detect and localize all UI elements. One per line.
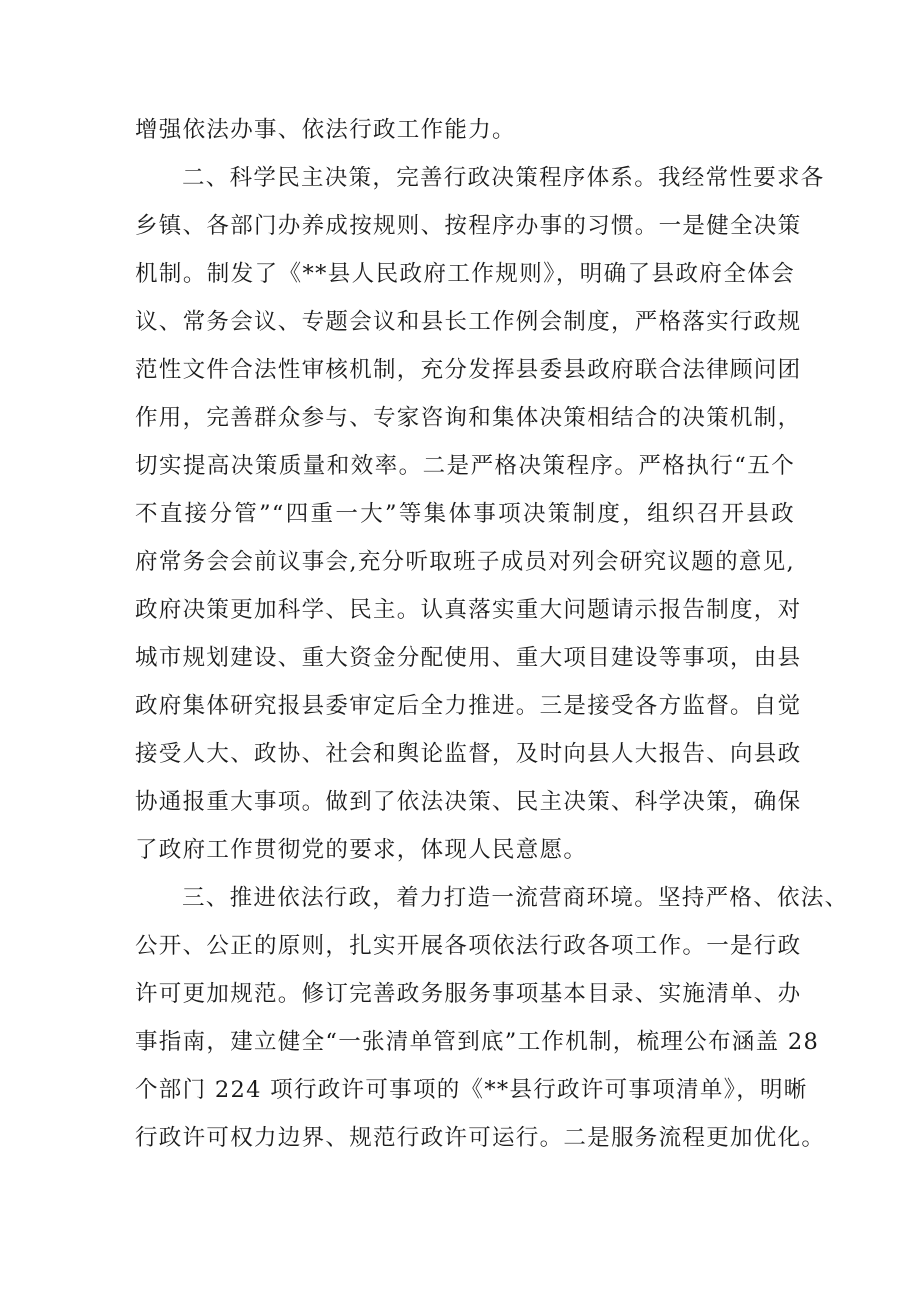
paragraph-2-line-9: 府常务会会前议事会,充分听取班子成员对列会研究议题的意见, (135, 549, 795, 575)
paragraph-1 (135, 106, 795, 154)
paragraph-3-line-3: 许可更加规范。修订完善政务服务事项基本目录、实施清单、办 (135, 981, 802, 1007)
paragraph-2-line-7: 切实提高决策质量和效率。二是严格决策程序。严格执行“五个 (135, 453, 795, 479)
paragraph-3-line-2: 公开、公正的原则，扎实开展各项依法行政各项工作。一是行政 (135, 933, 802, 959)
paragraph-3-line-6: 行政许可权力边界、规范行政许可运行。二是服务流程更加优化。 (135, 1125, 826, 1151)
paragraph-2-line-3: 机制。制发了《**县人民政府工作规则》，明确了县政府全体会 (135, 261, 795, 287)
paragraph-2 (135, 154, 825, 874)
paragraph-2-line-12: 政府集体研究报县委审定后全力推进。三是接受各方监督。自觉 (135, 693, 802, 719)
paragraph-1-line-1: 增强依法办事、依法行政工作能力。 (135, 117, 516, 143)
paragraph-2-line-1: 二、科学民主决策，完善行政决策程序体系。我经常性要求各 (182, 165, 825, 191)
paragraph-2-line-2: 乡镇、各部门办养成按规则、按程序办事的习惯。一是健全决策 (135, 213, 802, 239)
paragraph-2-line-14: 协通报重大事项。做到了依法决策、民主决策、科学决策，确保 (135, 789, 802, 815)
paragraph-3-line-4: 事指南，建立健全“一张清单管到底”工作机制，梳理公布涵盖 28 (135, 1029, 820, 1055)
paragraph-2-line-15: 了政府工作贯彻党的要求，体现人民意愿。 (135, 837, 588, 863)
paragraph-2-line-4: 议、常务会议、专题会议和县长工作例会制度，严格落实行政规 (135, 309, 802, 335)
paragraph-2-line-6: 作用，完善群众参与、专家咨询和集体决策相结合的决策机制， (135, 405, 802, 431)
paragraph-3-line-1: 三、推进依法行政，着力打造一流营商环境。坚持严格、依法、 (182, 885, 849, 911)
paragraph-2-line-11: 城市规划建设、重大资金分配使用、重大项目建设等事项，由县 (135, 645, 802, 671)
paragraph-2-line-13: 接受人大、政协、社会和舆论监督，及时向县人大报告、向县政 (135, 741, 802, 767)
paragraph-2-line-8: 不直接分管”“四重一大”等集体事项决策制度，组织召开县政 (135, 501, 795, 527)
paragraph-3-line-5: 个部门 224 项行政许可事项的《**县行政许可事项清单》，明晰 (135, 1077, 808, 1103)
paragraph-3 (135, 874, 849, 1162)
document-body (135, 106, 849, 1162)
paragraph-2-line-5: 范性文件合法性审核机制，充分发挥县委县政府联合法律顾问团 (135, 357, 802, 383)
paragraph-2-line-10: 政府决策更加科学、民主。认真落实重大问题请示报告制度，对 (135, 597, 802, 623)
